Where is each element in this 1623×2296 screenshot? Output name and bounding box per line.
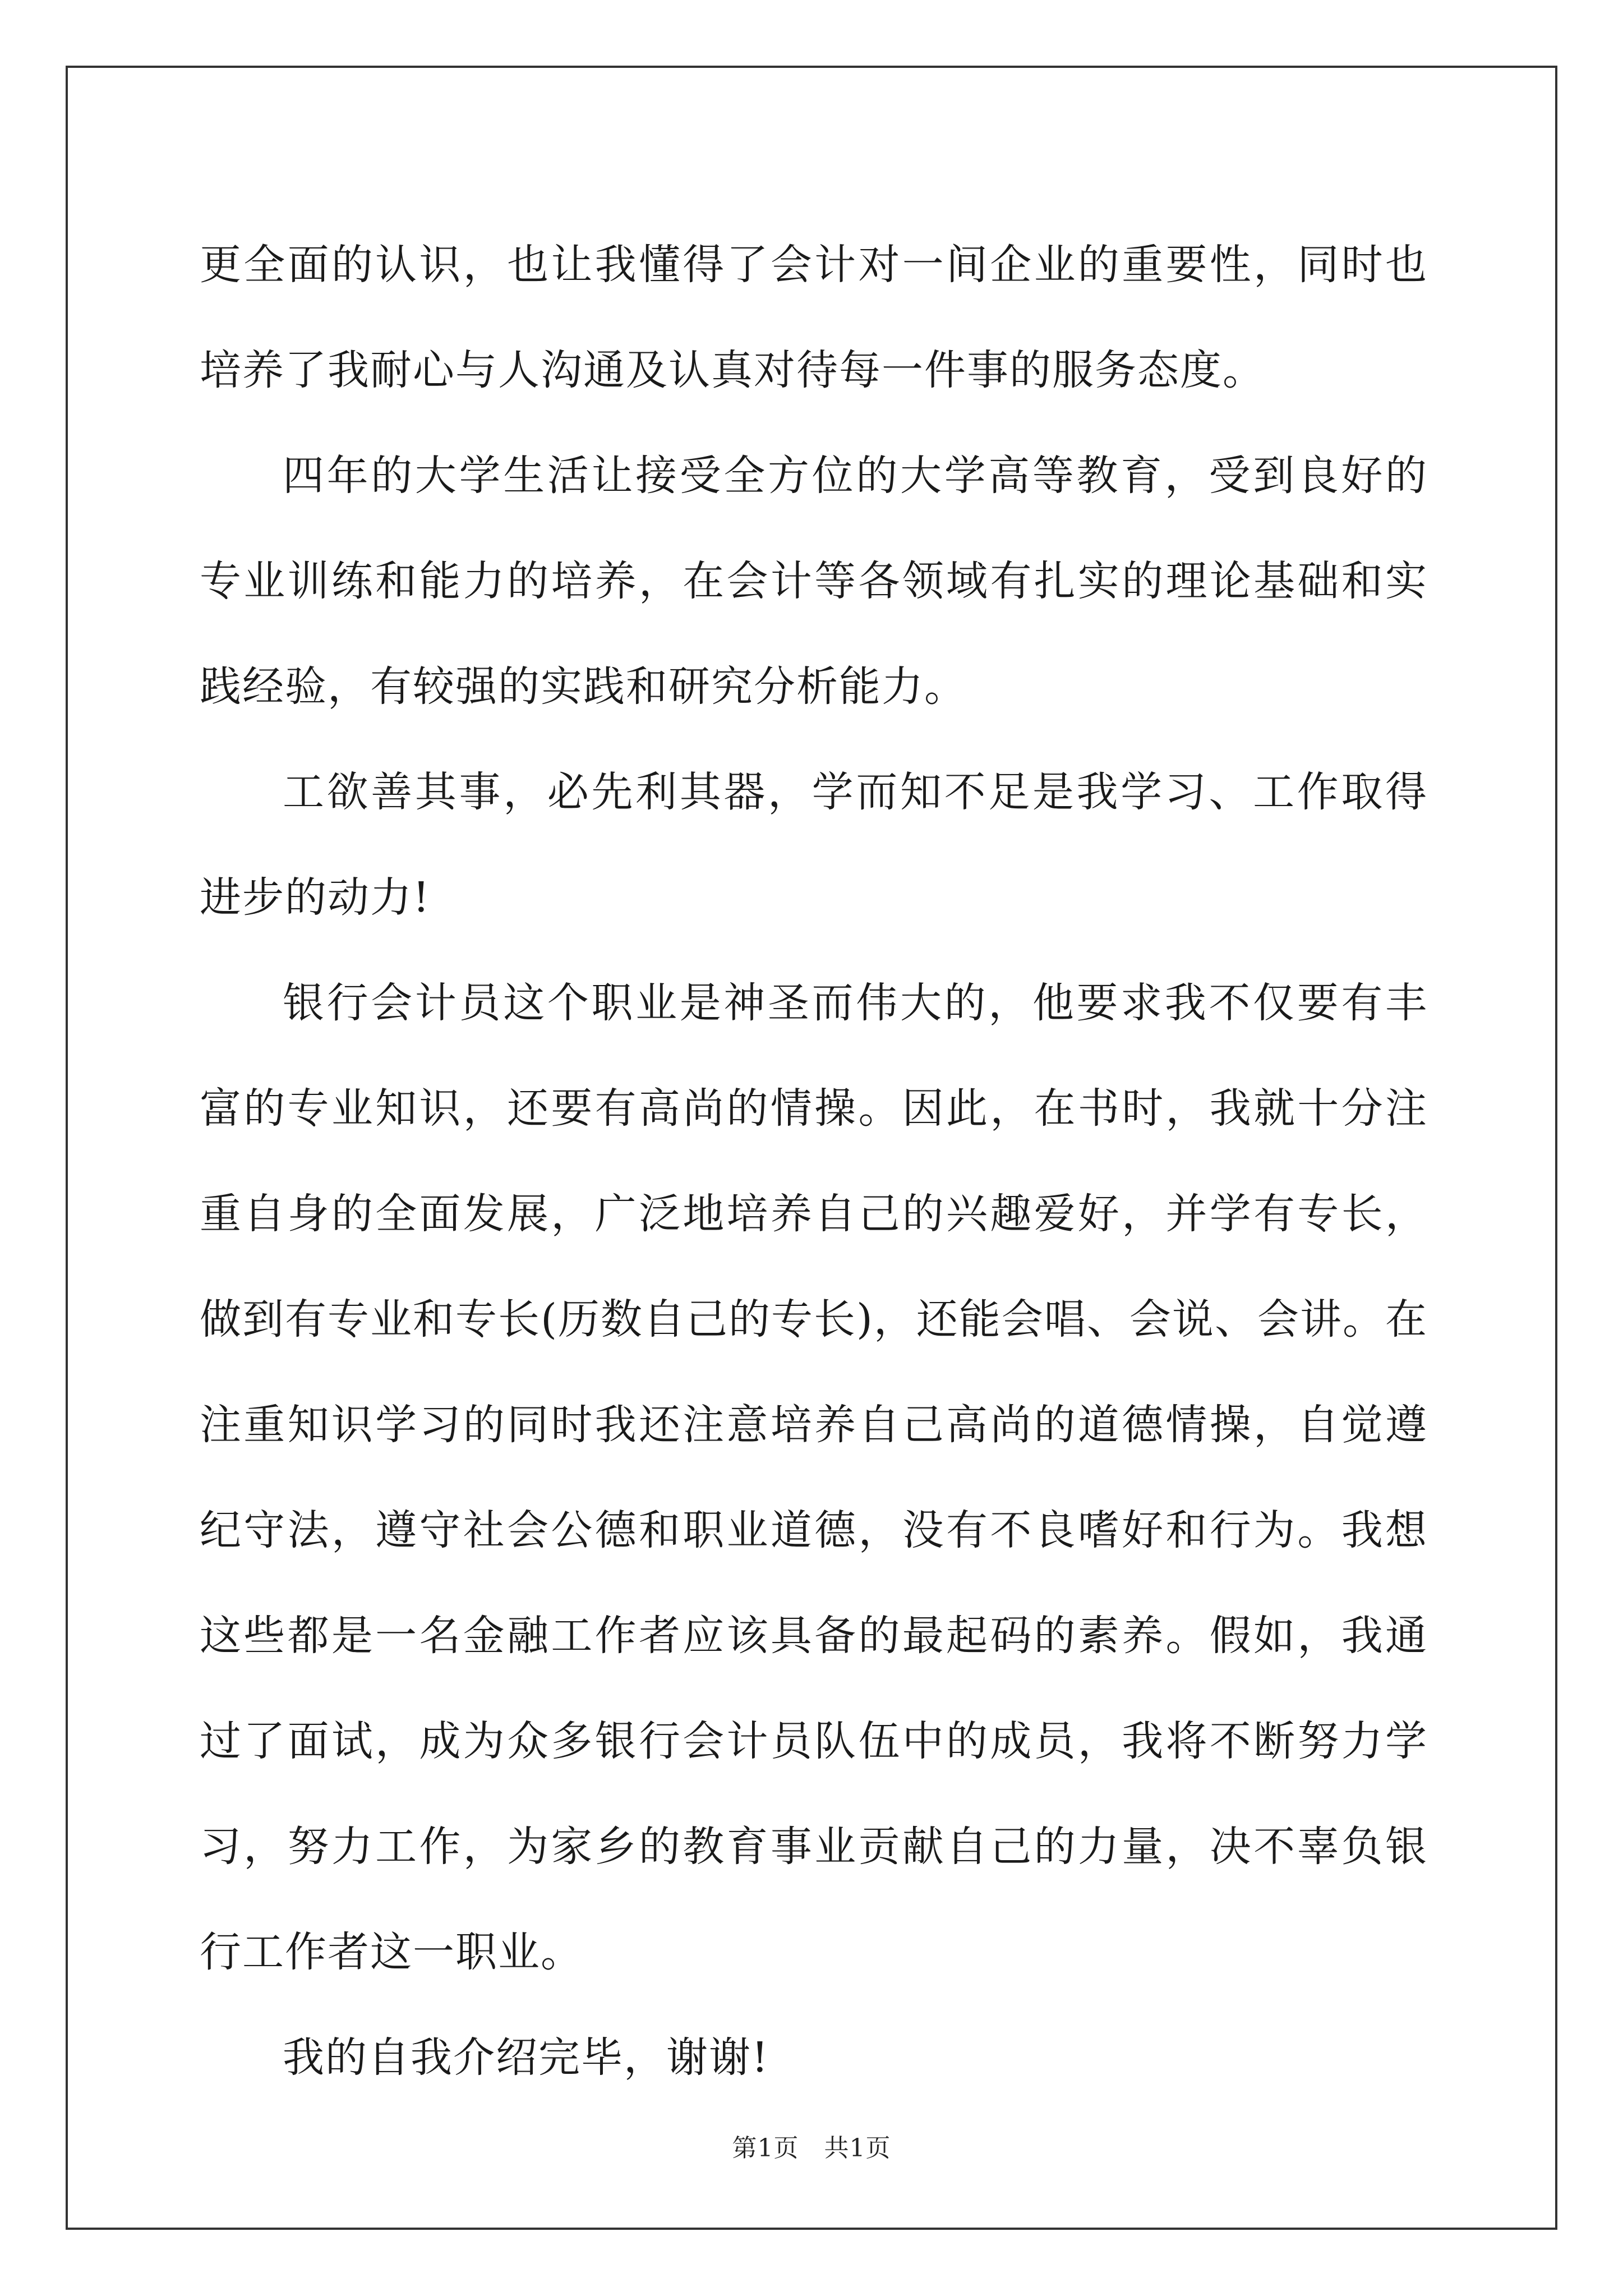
document-body (200, 212, 1428, 2110)
paragraph-3: 工欲善其事，必先利其器，学而知不足是我学习、工作取得进步的动力! (200, 768, 1428, 922)
paragraph-5: 我的自我介绍完毕，谢谢! (283, 2033, 769, 2082)
page-number: 第1页 共1页 (732, 2134, 891, 2162)
paragraph-4: 银行会计员这个职业是神圣而伟大的，他要求我不仅要有丰富的专业知识，还要有高尚的情操。因此，在书时，我就十分注重自身的全面发展，广泛地培养自己的兴趣爱好，并学有专长，做到有专业和专长(历数自己的专长)，还能会唱、会说、会讲。在注重知识学习的同时我还注意培养自己高尚的道德情操，自觉遵纪守法，遵守社会公德和职业道德，没有不良嗜好和行为。我想这些都是一名金融工作者应该具备的最起码的素养。假如，我通过了面试，成为众多银行会计员队伍中的成员，我将不断努力学习，努力工作，为家乡的教育事业贡献自己的力量，决不辜负银行工作者这一职业。 (200, 979, 1428, 1976)
paragraph-2: 四年的大学生活让接受全方位的大学高等教育，受到良好的专业训练和能力的培养，在会计等各领域有扎实的理论基础和实践经验，有较强的实践和研究分析能力。 (200, 452, 1428, 711)
paragraph-1: 更全面的认识，也让我懂得了会计对一间企业的重要性，同时也培养了我耐心与人沟通及认真对待每一件事的服务态度。 (200, 241, 1428, 394)
